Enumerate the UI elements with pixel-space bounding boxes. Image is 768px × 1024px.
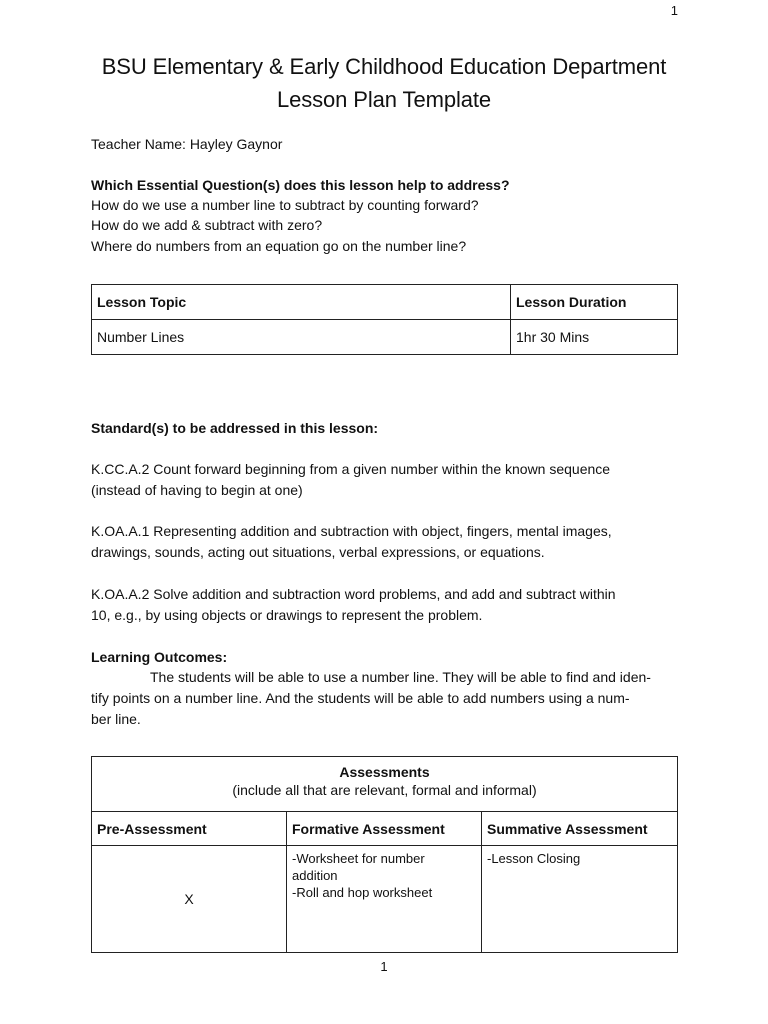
essential-question: Where do numbers from an equation go on the number line? <box>91 238 467 254</box>
page-number-top: 1 <box>670 3 678 18</box>
summative-assessment-value: -Lesson Closing <box>482 846 678 953</box>
lesson-topic-header: Lesson Topic <box>92 285 511 320</box>
standard-line: 10, e.g., by using objects or drawings to represent the problem. <box>91 607 483 623</box>
lesson-duration-header: Lesson Duration <box>511 285 678 320</box>
assessments-title-cell <box>92 757 678 812</box>
summative-assessment-header: Summative Assessment <box>482 812 678 846</box>
lesson-duration-value: 1hr 30 Mins <box>511 320 678 355</box>
pre-assessment-value: X <box>92 846 287 953</box>
assessments-table <box>91 756 678 953</box>
formative-assessment-value <box>287 846 482 953</box>
formative-assessment-header: Formative Assessment <box>287 812 482 846</box>
standards-heading: Standard(s) to be addressed in this lesson: <box>91 420 379 436</box>
standard-line: K.OA.A.1 Representing addition and subtraction with object, fingers, mental images, <box>91 523 612 539</box>
lesson-topic-value: Number Lines <box>92 320 511 355</box>
learning-outcome-line: ber line. <box>91 711 141 727</box>
standard-line: K.OA.A.2 Solve addition and subtraction word problems, and add and subtract within <box>91 586 616 602</box>
standard-line: drawings, sounds, acting out situations, verbal expressions, or equations. <box>91 544 545 560</box>
page-title <box>0 50 768 116</box>
assessments-title: Assessments <box>339 764 430 780</box>
formative-item: addition <box>292 868 338 883</box>
essential-question: How do we use a number line to subtract by counting forward? <box>91 197 479 213</box>
essential-questions-heading: Which Essential Question(s) does this lesson help to address? <box>91 177 510 193</box>
assessments-subtitle: (include all that are relevant, formal and informal) <box>232 782 537 798</box>
learning-outcome-line: The students will be able to use a number line. They will be able to find and iden- <box>150 669 651 685</box>
page-number-bottom: 1 <box>380 959 388 974</box>
title-line-2: Lesson Plan Template <box>276 87 492 112</box>
formative-item: -Worksheet for number <box>292 851 425 866</box>
teacher-name: Teacher Name: Hayley Gaynor <box>91 136 283 152</box>
lesson-info-table <box>91 284 678 355</box>
learning-outcome-line: tify points on a number line. And the students will be able to add numbers using a num- <box>91 690 630 706</box>
standard-line: K.CC.A.2 Count forward beginning from a given number within the known sequence <box>91 461 611 477</box>
essential-question: How do we add & subtract with zero? <box>91 217 323 233</box>
title-line-1: BSU Elementary & Early Childhood Education Department <box>101 54 667 79</box>
standard-line: (instead of having to begin at one) <box>91 482 303 498</box>
formative-item: -Roll and hop worksheet <box>292 885 433 900</box>
learning-outcomes-heading: Learning Outcomes: <box>91 649 228 665</box>
pre-assessment-header: Pre-Assessment <box>92 812 287 846</box>
